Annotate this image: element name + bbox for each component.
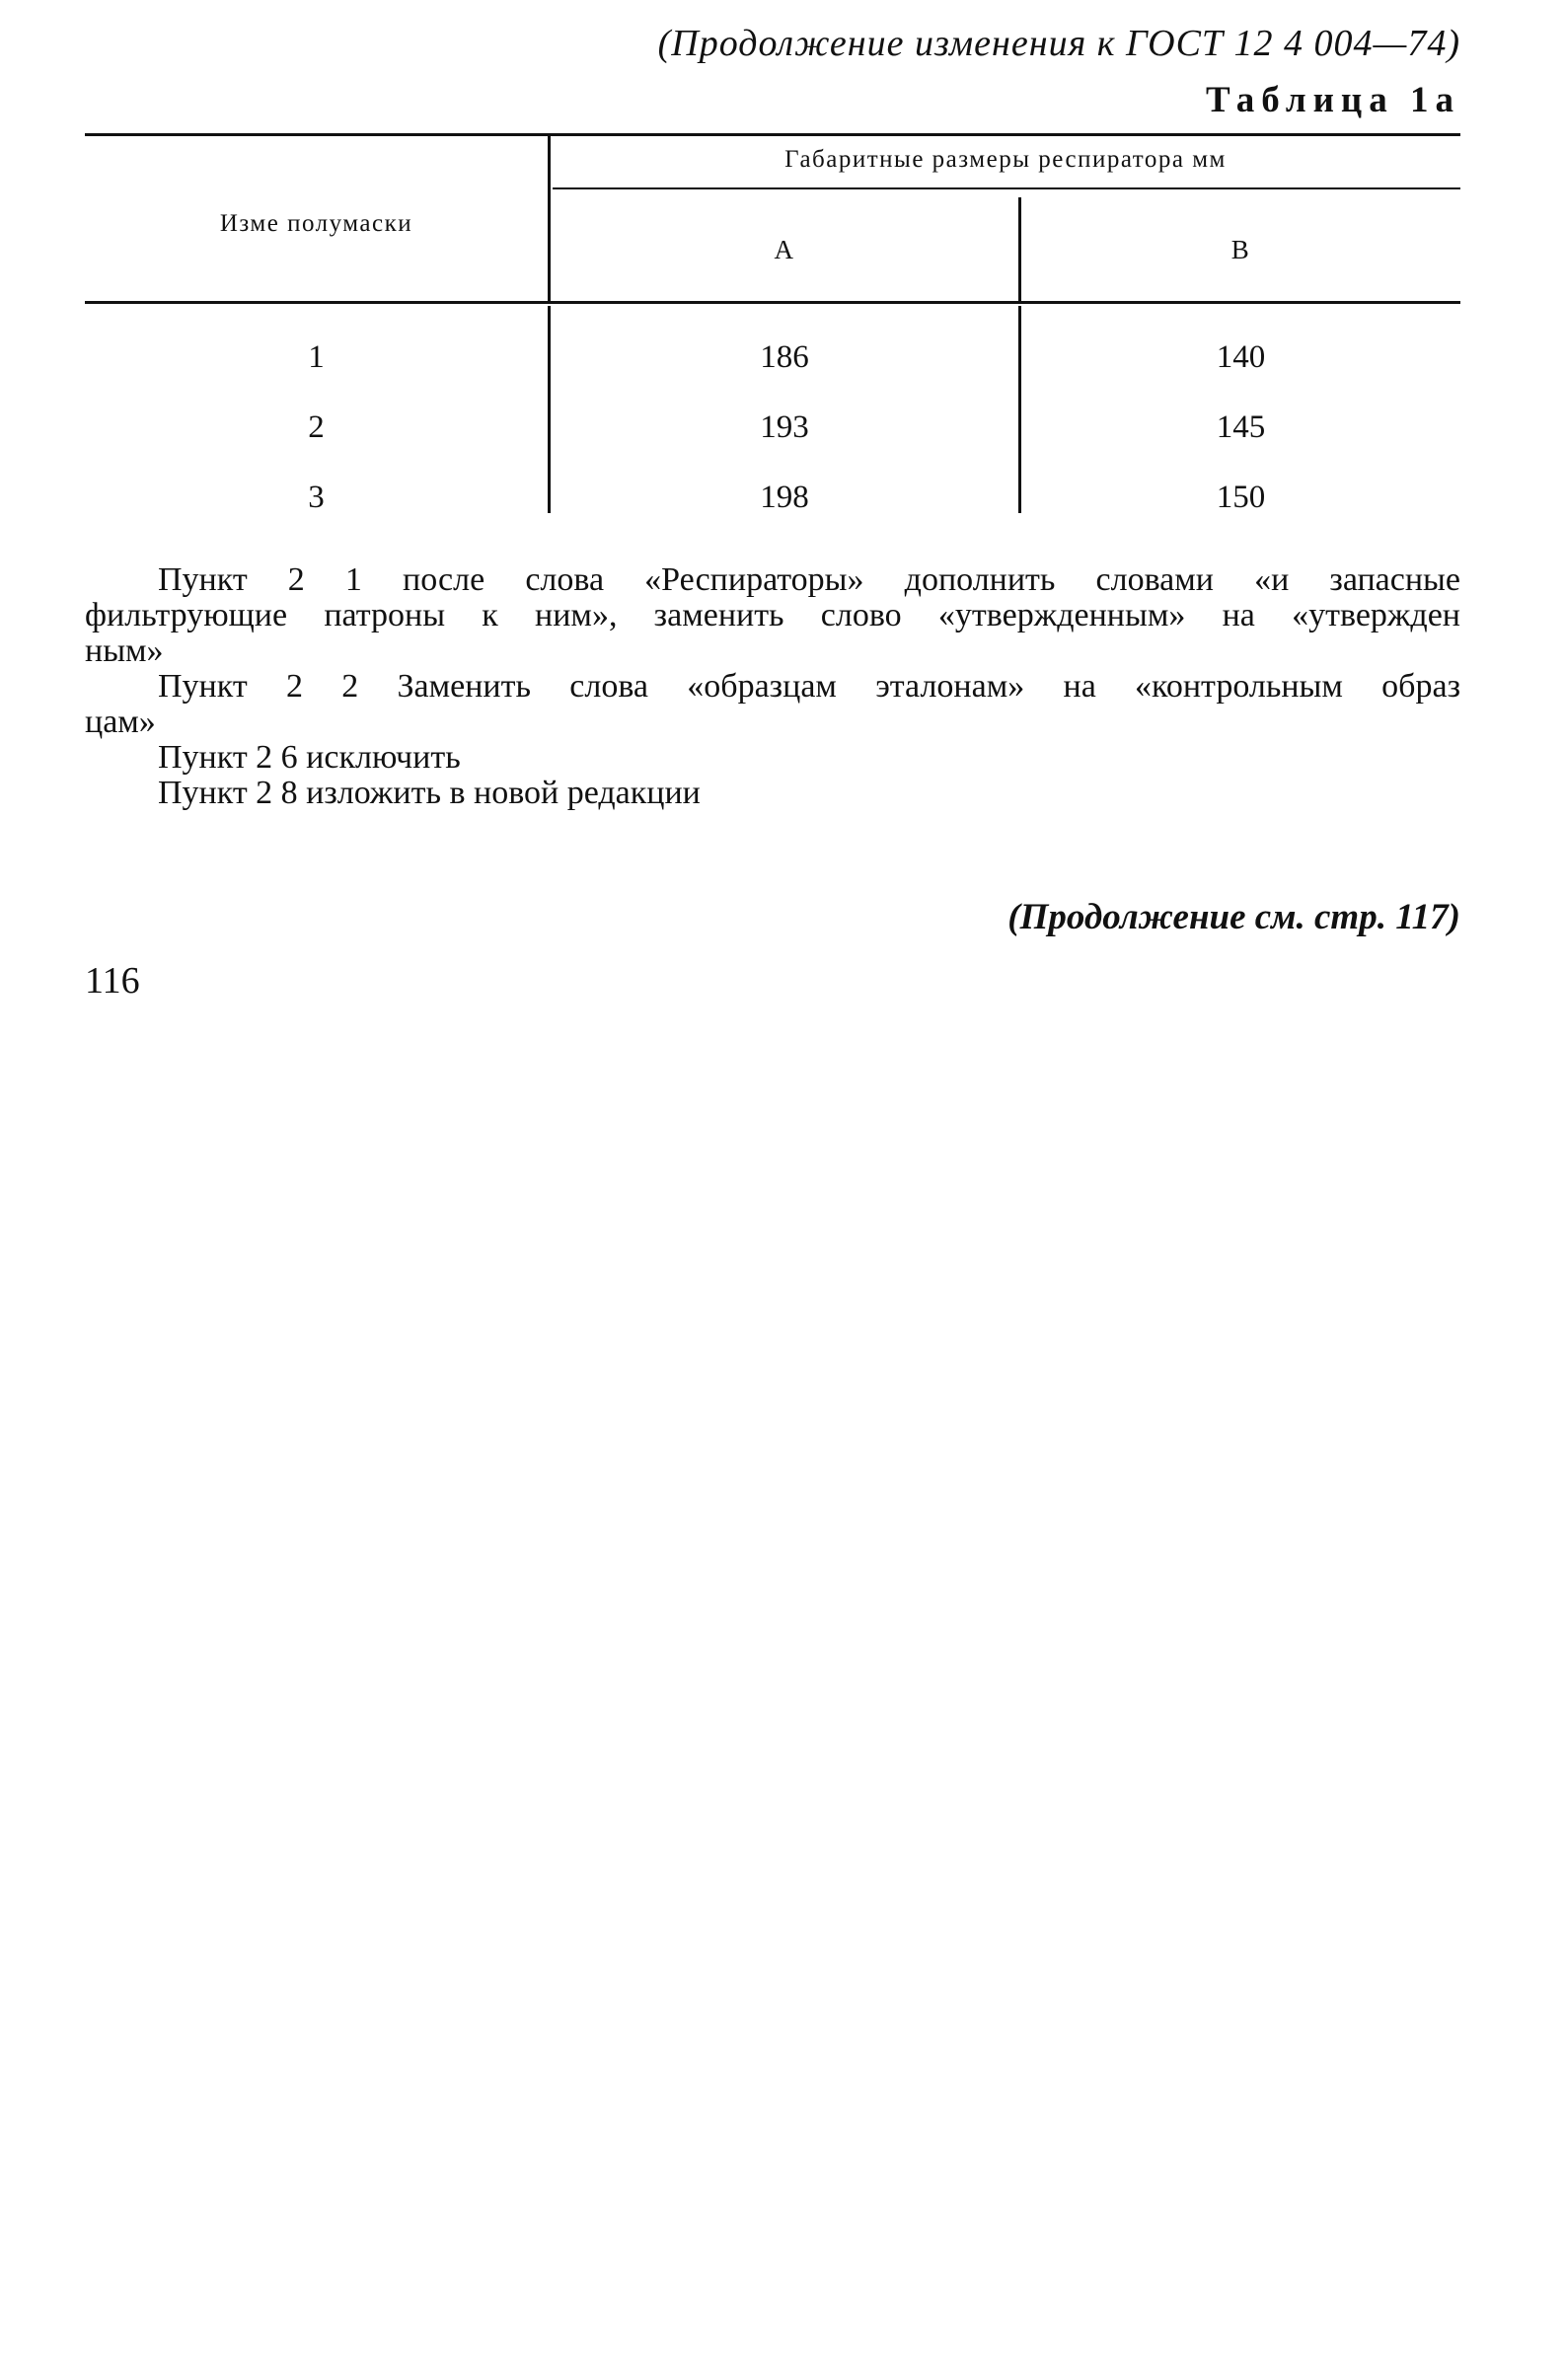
table-cell-a: 186 — [760, 339, 809, 375]
table-cell-b: 140 — [1216, 339, 1266, 375]
table-cell-size: 1 — [308, 339, 325, 375]
page-number: 116 — [85, 960, 140, 1002]
table-header-bottom-rule — [85, 301, 1460, 304]
table-cell-size: 2 — [308, 409, 325, 445]
continuation-note: (Продолжение см. стр. 117) — [1007, 897, 1460, 937]
paragraph-2-2-line-1: Пункт 2 2 Заменить слова «образцам эталонам» на «контрольным образ — [158, 668, 1460, 705]
table-cell-a: 198 — [760, 480, 809, 515]
paragraph-2-1-line-3: ным» — [85, 632, 164, 669]
paragraph-2-1-line-1: Пункт 2 1 после слова «Респираторы» дополнить словами «и запасные — [158, 561, 1460, 598]
table-column-b-header: В — [1230, 235, 1251, 264]
paragraph-2-2-line-2: цам» — [85, 704, 156, 740]
table-cell-a: 193 — [760, 409, 809, 445]
table-cell-b: 150 — [1216, 480, 1266, 515]
continuation-header: (Продолжение изменения к ГОСТ 12 4 004—74) — [657, 23, 1460, 64]
table-caption: Таблица 1а — [1206, 80, 1460, 120]
table-cell-size: 3 — [308, 480, 325, 515]
paragraph-2-8: Пункт 2 8 изложить в новой редакции — [158, 775, 701, 811]
paragraph-2-6: Пункт 2 6 исключить — [158, 739, 461, 776]
table-top-rule — [85, 133, 1460, 136]
table-row-header: Изме полумаски — [219, 210, 413, 237]
table-group-header: Габаритные размеры респиратора мм — [784, 146, 1227, 173]
table-column-a-header: А — [774, 235, 795, 264]
table-group-rule — [553, 187, 1460, 189]
paragraph-2-1-line-2: фильтрующие патроны к ним», заменить слово «утвержденным» на «утвержден — [85, 597, 1460, 633]
table-cell-b: 145 — [1216, 409, 1266, 445]
